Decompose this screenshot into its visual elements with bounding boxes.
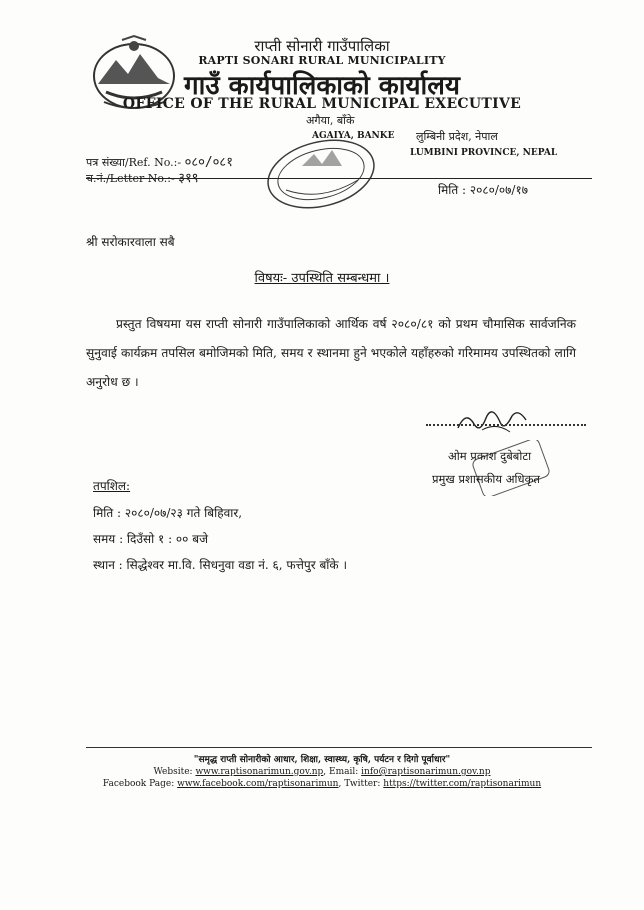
letter-date bbox=[438, 181, 528, 198]
subject-line: विषयः- उपस्थिति सम्बन्धमा । bbox=[254, 271, 390, 286]
letter-value: ३१९ bbox=[178, 171, 199, 186]
footer-social-line bbox=[0, 779, 644, 789]
footer-slogan: "समृद्ध राप्ती सोनारीको आधार, शिक्षा, स्वास्थ्य, कृषि, पर्यटन र दिगो पूर्वाधार" bbox=[193, 755, 451, 765]
website-label: Website: bbox=[153, 767, 193, 777]
letter-label: च.नं./Letter No.:- bbox=[86, 172, 175, 185]
facebook-link[interactable]: www.facebook.com/raptisonarimun bbox=[177, 779, 339, 789]
signatory-title: प्रमुख प्रशासकीय अधिकृत bbox=[432, 472, 540, 486]
date-value: २०८०/०७/१७ bbox=[469, 183, 528, 197]
place-np: अगैया, बाँके bbox=[306, 114, 355, 127]
office-title-np: गाउँ कार्यपालिकाको कार्यालय bbox=[184, 71, 460, 101]
province-np: लुम्बिनी प्रदेश, नेपाल bbox=[416, 130, 498, 143]
office-title-en: OFFICE OF THE RURAL MUNICIPAL EXECUTIVE bbox=[122, 96, 522, 112]
footer-divider bbox=[86, 747, 592, 748]
body-paragraph: प्रस्तुत विषयमा यस राप्ती सोनारी गाउँपालिकाको आर्थिक वर्ष २०८०/८१ को प्रथम चौमासिक सार्वजनिक सुनुवाई कार्यक्रम तपसिल बमोजिमको मिति, समय र स्थानमा हुने भएकोले यहाँहरुको गरिमामय उपस्थितको लागि अनुरोध छ । bbox=[86, 317, 576, 389]
email-link[interactable]: info@raptisonarimun.gov.np bbox=[361, 767, 491, 777]
province-en: LUMBINI PROVINCE, NEPAL bbox=[410, 148, 558, 158]
twitter-link[interactable]: https://twitter.com/raptisonarimun bbox=[383, 779, 542, 789]
letter-number bbox=[86, 168, 198, 186]
event-place: स्थान : सिद्धेश्वर मा.वि. सिधनुवा वडा नं. ६, फत्तेपुर बाँके । bbox=[93, 558, 347, 572]
website-link[interactable]: www.raptisonarimun.gov.np bbox=[195, 767, 324, 777]
office-stamp-icon bbox=[262, 136, 380, 212]
date-label: मिति : bbox=[438, 183, 467, 197]
event-time: समय : दिउँसो १ : ०० बजे bbox=[93, 532, 208, 546]
details-heading: तपशिल: bbox=[93, 479, 131, 493]
municipality-name-en: RAPTI SONARI RURAL MUNICIPALITY bbox=[198, 54, 446, 67]
ref-value: ०८०/०८१ bbox=[184, 155, 233, 170]
event-date: मिति : २०८०/०७/२३ गते बिहिवार, bbox=[93, 506, 243, 520]
signature-line bbox=[426, 424, 586, 426]
footer-contact-line bbox=[0, 767, 644, 777]
twitter-label: , Twitter: bbox=[338, 779, 381, 789]
addressee: श्री सरोकारवाला सबै bbox=[86, 235, 175, 249]
municipality-name-np: राप्ती सोनारी गाउँपालिका bbox=[254, 37, 390, 55]
email-label: , Email: bbox=[323, 767, 359, 777]
ref-label: पत्र संख्या/Ref. No.:- bbox=[86, 156, 182, 169]
signatory-name: ओम प्रकाश दुबेबोटा bbox=[448, 449, 532, 463]
header-divider bbox=[86, 178, 592, 179]
facebook-label: Facebook Page: bbox=[102, 779, 175, 789]
place-en: AGAIYA, BANKE bbox=[312, 131, 395, 141]
signature-icon bbox=[452, 400, 532, 440]
